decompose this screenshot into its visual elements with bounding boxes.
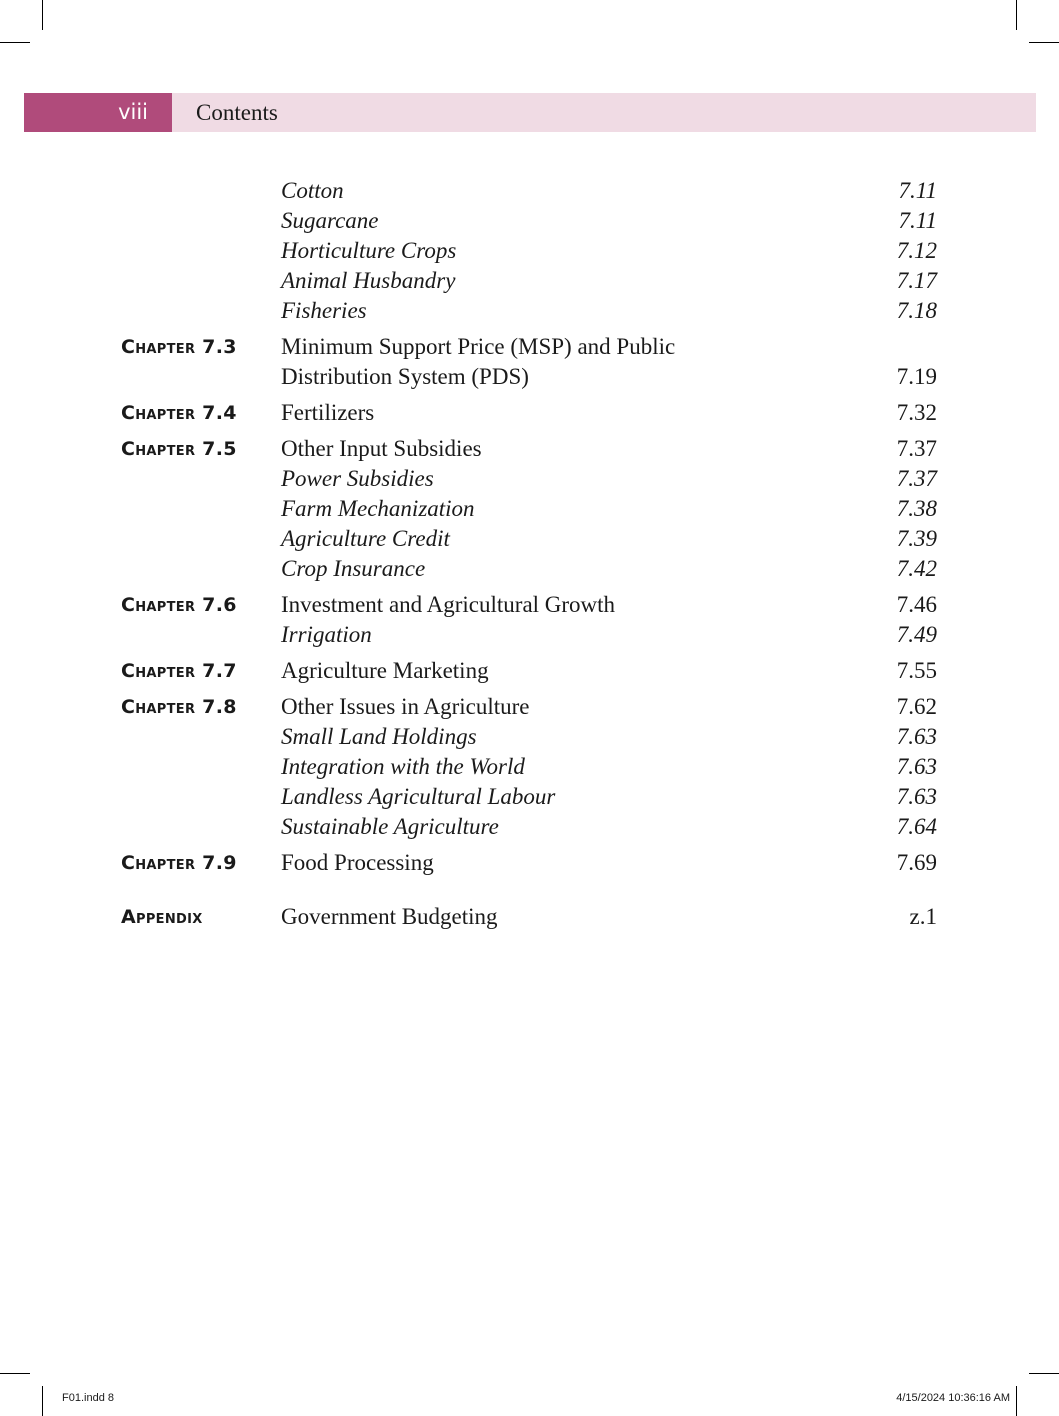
toc-entry[interactable] — [0, 722, 1059, 752]
entry-page: 7.37 — [896, 466, 937, 491]
entry-page: 7.63 — [896, 784, 937, 809]
toc-entry[interactable] — [0, 692, 1059, 722]
entry-title: Distribution System (PDS) — [281, 364, 529, 389]
entry-page: 7.63 — [896, 724, 937, 749]
entry-page: 7.38 — [896, 496, 937, 521]
toc-entry[interactable] — [0, 656, 1059, 686]
entry-page: 7.19 — [896, 364, 937, 389]
entry-page: 7.37 — [896, 436, 937, 461]
entry-page: 7.69 — [896, 850, 937, 875]
entry-title: Minimum Support Price (MSP) and Public — [281, 334, 676, 359]
toc-entry[interactable] — [0, 266, 1059, 296]
page-title: Contents — [196, 100, 278, 125]
entry-page: z.1 — [909, 904, 937, 929]
table-of-contents — [0, 176, 1059, 932]
toc-entry[interactable] — [0, 176, 1059, 206]
entry-title: Crop Insurance — [281, 556, 426, 581]
entry-page: 7.42 — [896, 556, 937, 581]
entry-page: 7.17 — [896, 268, 937, 293]
entry-page: 7.63 — [896, 754, 937, 779]
toc-entry[interactable] — [0, 782, 1059, 812]
toc-entry[interactable] — [0, 590, 1059, 620]
entry-title: Government Budgeting — [281, 904, 498, 929]
entry-title: Other Input Subsidies — [281, 436, 482, 461]
toc-entry[interactable] — [0, 362, 1059, 392]
toc-entry[interactable] — [0, 494, 1059, 524]
entry-title: Other Issues in Agriculture — [281, 694, 530, 719]
entry-label: Chapter 7.8 — [121, 696, 237, 718]
entry-page: 7.18 — [896, 298, 937, 323]
entry-page: 7.55 — [896, 658, 937, 683]
entry-title: Horticulture Crops — [281, 238, 457, 263]
toc-entry[interactable] — [0, 434, 1059, 464]
entry-label: Chapter 7.9 — [121, 852, 237, 874]
entry-page: 7.11 — [898, 208, 937, 233]
entry-label: Chapter 7.6 — [121, 594, 237, 616]
entry-label: Chapter 7.7 — [121, 660, 237, 682]
toc-entry[interactable] — [0, 752, 1059, 782]
toc-entry[interactable] — [0, 812, 1059, 842]
entry-page: 7.64 — [896, 814, 937, 839]
toc-entry[interactable] — [0, 332, 1059, 362]
toc-entry[interactable] — [0, 524, 1059, 554]
crop-mark — [42, 0, 43, 30]
entry-title: Landless Agricultural Labour — [281, 784, 556, 809]
entry-page: 7.46 — [896, 592, 937, 617]
toc-entry[interactable] — [0, 206, 1059, 236]
entry-title: Fertilizers — [281, 400, 375, 425]
entry-title: Sugarcane — [281, 208, 379, 233]
crop-mark — [1016, 1386, 1017, 1416]
entry-title: Farm Mechanization — [281, 496, 475, 521]
entry-title: Investment and Agricultural Growth — [281, 592, 616, 617]
toc-entry[interactable] — [0, 236, 1059, 266]
footer-timestamp: 4/15/2024 10:36:16 AM — [896, 1392, 1010, 1404]
page-number: viii — [24, 93, 172, 132]
entry-title: Irrigation — [281, 622, 372, 647]
entry-title: Power Subsidies — [281, 466, 434, 491]
entry-page: 7.49 — [896, 622, 937, 647]
crop-mark — [1016, 0, 1017, 30]
crop-mark — [0, 42, 30, 43]
entry-label: Chapter 7.3 — [121, 336, 237, 358]
footer-file: F01.indd 8 — [62, 1392, 114, 1404]
entry-label: Chapter 7.4 — [121, 402, 237, 424]
toc-entry[interactable] — [0, 296, 1059, 326]
toc-entry[interactable] — [0, 554, 1059, 584]
entry-label: Chapter 7.5 — [121, 438, 237, 460]
entry-page: 7.12 — [896, 238, 937, 263]
running-header — [24, 93, 1036, 132]
entry-title: Integration with the World — [281, 754, 525, 779]
entry-title: Fisheries — [281, 298, 367, 323]
toc-entry[interactable] — [0, 848, 1059, 878]
entry-page: 7.62 — [896, 694, 937, 719]
entry-page: 7.39 — [896, 526, 937, 551]
crop-mark — [0, 1373, 30, 1374]
crop-mark — [1029, 42, 1059, 43]
entry-title: Cotton — [281, 178, 344, 203]
entry-page: 7.32 — [896, 400, 937, 425]
entry-title: Sustainable Agriculture — [281, 814, 499, 839]
toc-entry[interactable] — [0, 464, 1059, 494]
toc-entry[interactable] — [0, 398, 1059, 428]
entry-label: Appendix — [121, 906, 203, 928]
crop-mark — [1029, 1373, 1059, 1374]
entry-title: Small Land Holdings — [281, 724, 477, 749]
entry-page: 7.11 — [898, 178, 937, 203]
entry-title: Agriculture Credit — [281, 526, 450, 551]
toc-entry[interactable] — [0, 902, 1059, 932]
crop-mark — [42, 1386, 43, 1416]
entry-title: Food Processing — [281, 850, 434, 875]
toc-entry[interactable] — [0, 620, 1059, 650]
entry-title: Animal Husbandry — [281, 268, 456, 293]
entry-title: Agriculture Marketing — [281, 658, 489, 683]
